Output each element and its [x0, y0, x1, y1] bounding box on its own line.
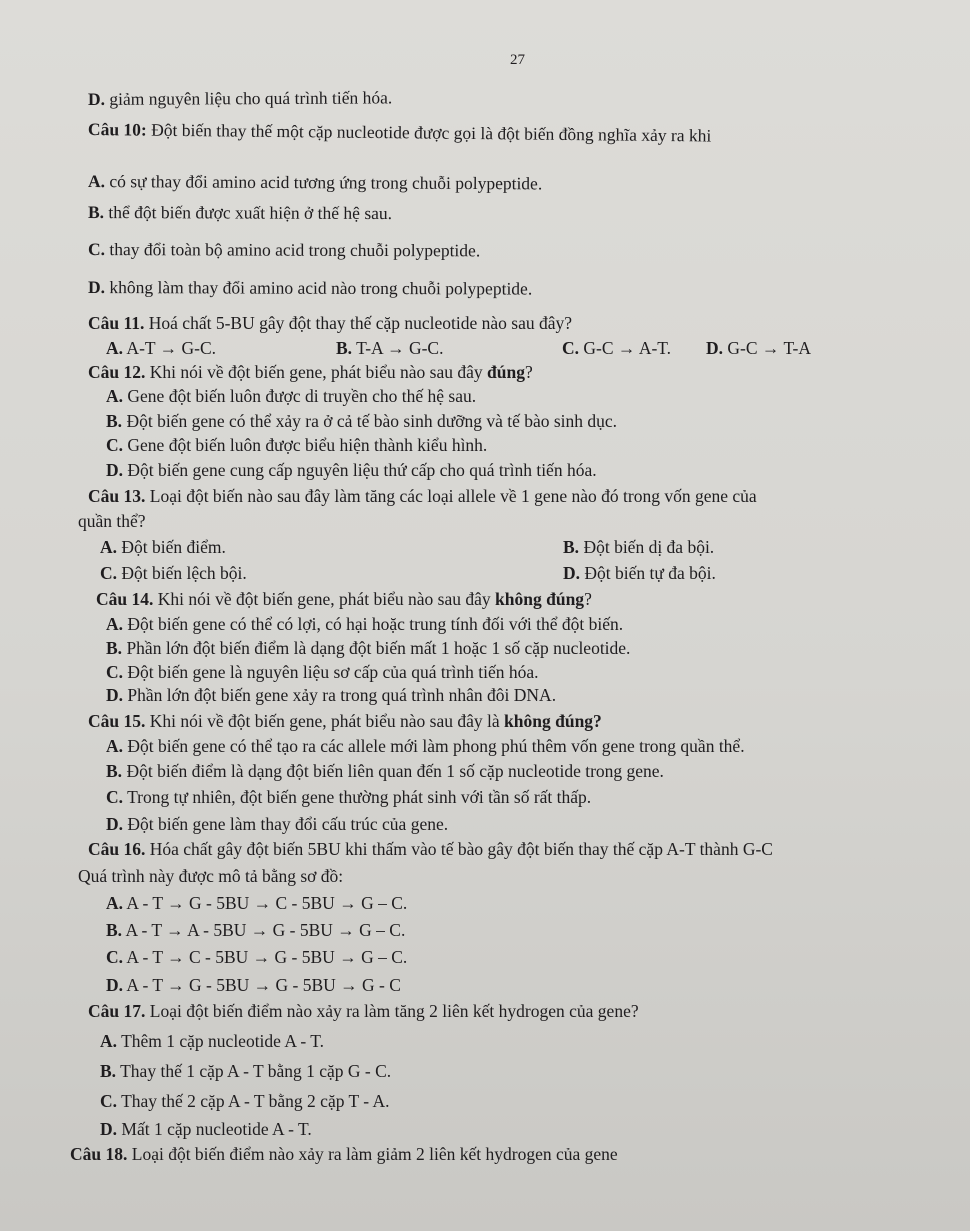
question-stem [88, 485, 757, 507]
answer-option: B. Thay thế 1 cặp A - T bằng 1 cặp G - C. [100, 1061, 392, 1081]
question-stem [88, 838, 773, 860]
question-number: Câu 12. [88, 362, 146, 382]
answer-option: C. Đột biến lệch bội. [100, 563, 247, 583]
question-text-continued: quần thể? [78, 511, 146, 531]
question-text: Khi nói về đột biến gene, phát biểu nào sau đây là [145, 711, 505, 731]
question-text: Đột biến thay thế một cặp nucleotide được gọi là đột biến đồng nghĩa xảy ra khi [146, 119, 712, 146]
answer-option: B. Đột biến dị đa bội. [563, 537, 715, 557]
question-stem [88, 312, 572, 334]
question-number: Câu 17. [88, 1001, 146, 1021]
question-number: Câu 13. [88, 486, 146, 506]
answer-option: C. Thay thế 2 cặp A - T bằng 2 cặp T - A. [100, 1091, 390, 1111]
answer-option: A. Thêm 1 cặp nucleotide A - T. [100, 1031, 325, 1051]
page-number: 27 [510, 52, 525, 68]
question-stem [88, 118, 712, 147]
question-number: Câu 11. [88, 313, 145, 333]
question-emphasis: đúng [487, 362, 525, 382]
question-text: Loại đột biến điểm nào xảy ra làm giảm 2 liên kết hydrogen của gene [127, 1144, 618, 1164]
question-text: Loại đột biến điểm nào xảy ra làm tăng 2 liên kết hydrogen của gene? [145, 1001, 639, 1021]
question-number: Câu 15. [88, 711, 146, 731]
question-text-continued: Quá trình này được mô tả bằng sơ đồ: [78, 866, 344, 886]
answer-option: C. Gene đột biến luôn được biểu hiện thành kiểu hình. [106, 435, 488, 455]
answer-option: C. Đột biến gene là nguyên liệu sơ cấp của quá trình tiến hóa. [106, 662, 539, 682]
answer-option: A. Đột biến gene có thể có lợi, có hại hoặc trung tính đối với thể đột biến. [106, 614, 624, 634]
question-number: Câu 14. [96, 589, 154, 609]
answer-option: A. A - T → G - 5BU → C - 5BU → G – C. [106, 893, 408, 913]
answer-option: C. Trong tự nhiên, đột biến gene thường phát sinh với tần số rất thấp. [106, 787, 592, 807]
question-number: Câu 10: [87, 119, 147, 140]
question-stem: Câu 12. Khi nói về đột biến gene, phát biểu nào sau đây đúng? [88, 362, 533, 382]
answer-option: D. không làm thay đổi amino acid nào trong chuỗi polypeptide. [87, 277, 533, 299]
answer-option: D. giảm nguyên liệu cho quá trình tiến hóa. [87, 87, 393, 109]
answer-option: B. Phần lớn đột biến điểm là dạng đột biến mất 1 hoặc 1 số cặp nucleotide. [106, 638, 631, 658]
answer-option: D. Phần lớn đột biến gene xảy ra trong quá trình nhân đôi DNA. [106, 685, 557, 705]
answer-option: D. Đột biến tự đa bội. [563, 563, 716, 583]
answer-option: C. G-C → A-T. [562, 338, 672, 358]
answer-option: D. A - T → G - 5BU → G - 5BU → G - C [106, 975, 401, 995]
question-number: Câu 18. [70, 1144, 128, 1164]
answer-option: B. A - T → A - 5BU → G - 5BU → G – C. [106, 920, 406, 940]
question-stem: Câu 14. Khi nói về đột biến gene, phát biểu nào sau đây không đúng? [96, 589, 592, 609]
answer-option: A. có sự thay đổi amino acid tương ứng trong chuỗi polypeptide. [87, 171, 543, 194]
answer-option: A. A-T → G-C. [106, 338, 217, 358]
question-number: Câu 16. [88, 839, 146, 859]
question-text: Loại đột biến nào sau đây làm tăng các loại allele về 1 gene nào đó trong vốn gene của [145, 486, 757, 506]
answer-option: A. Gene đột biến luôn được di truyền cho thế hệ sau. [106, 386, 477, 406]
answer-option: D. Mất 1 cặp nucleotide A - T. [100, 1119, 312, 1139]
question-stem [88, 1000, 639, 1022]
question-text: Hóa chất gây đột biến 5BU khi thấm vào tế bào gây đột biến thay thế cặp A-T thành G-C [145, 839, 773, 859]
answer-option: D. Đột biến gene cung cấp nguyên liệu thứ cấp cho quá trình tiến hóa. [106, 460, 597, 480]
answer-option: B. Đột biến điểm là dạng đột biến liên quan đến 1 số cặp nucleotide trong gene. [106, 761, 664, 781]
answer-option: A. Đột biến gene có thể tạo ra các allele mới làm phong phú thêm vốn gene trong quần thể. [106, 736, 745, 756]
answer-option: D. Đột biến gene làm thay đổi cấu trúc của gene. [106, 814, 449, 834]
question-text: Khi nói về đột biến gene, phát biểu nào sau đây [153, 589, 496, 609]
question-text: Hoá chất 5-BU gây đột thay thế cặp nucleotide nào sau đây? [144, 313, 573, 333]
question-stem [70, 1143, 618, 1165]
answer-option: A. Đột biến điểm. [100, 537, 226, 557]
answer-option: C. A - T → C - 5BU → G - 5BU → G – C. [106, 947, 408, 967]
answer-option: D. G-C → T-A [706, 338, 812, 358]
answer-option: B. thể đột biến được xuất hiện ở thế hệ sau. [87, 202, 393, 224]
question-text: Khi nói về đột biến gene, phát biểu nào sau đây [145, 362, 488, 382]
answer-option: C. thay đổi toàn bộ amino acid trong chuỗi polypeptide. [87, 239, 481, 261]
answer-option: B. Đột biến gene có thể xảy ra ở cả tế bào sinh dưỡng và tế bào sinh dục. [106, 411, 618, 431]
answer-option: B. T-A → G-C. [336, 338, 444, 358]
question-stem [88, 710, 602, 732]
question-emphasis: không đúng? [504, 711, 602, 731]
question-emphasis: không đúng [495, 589, 585, 609]
